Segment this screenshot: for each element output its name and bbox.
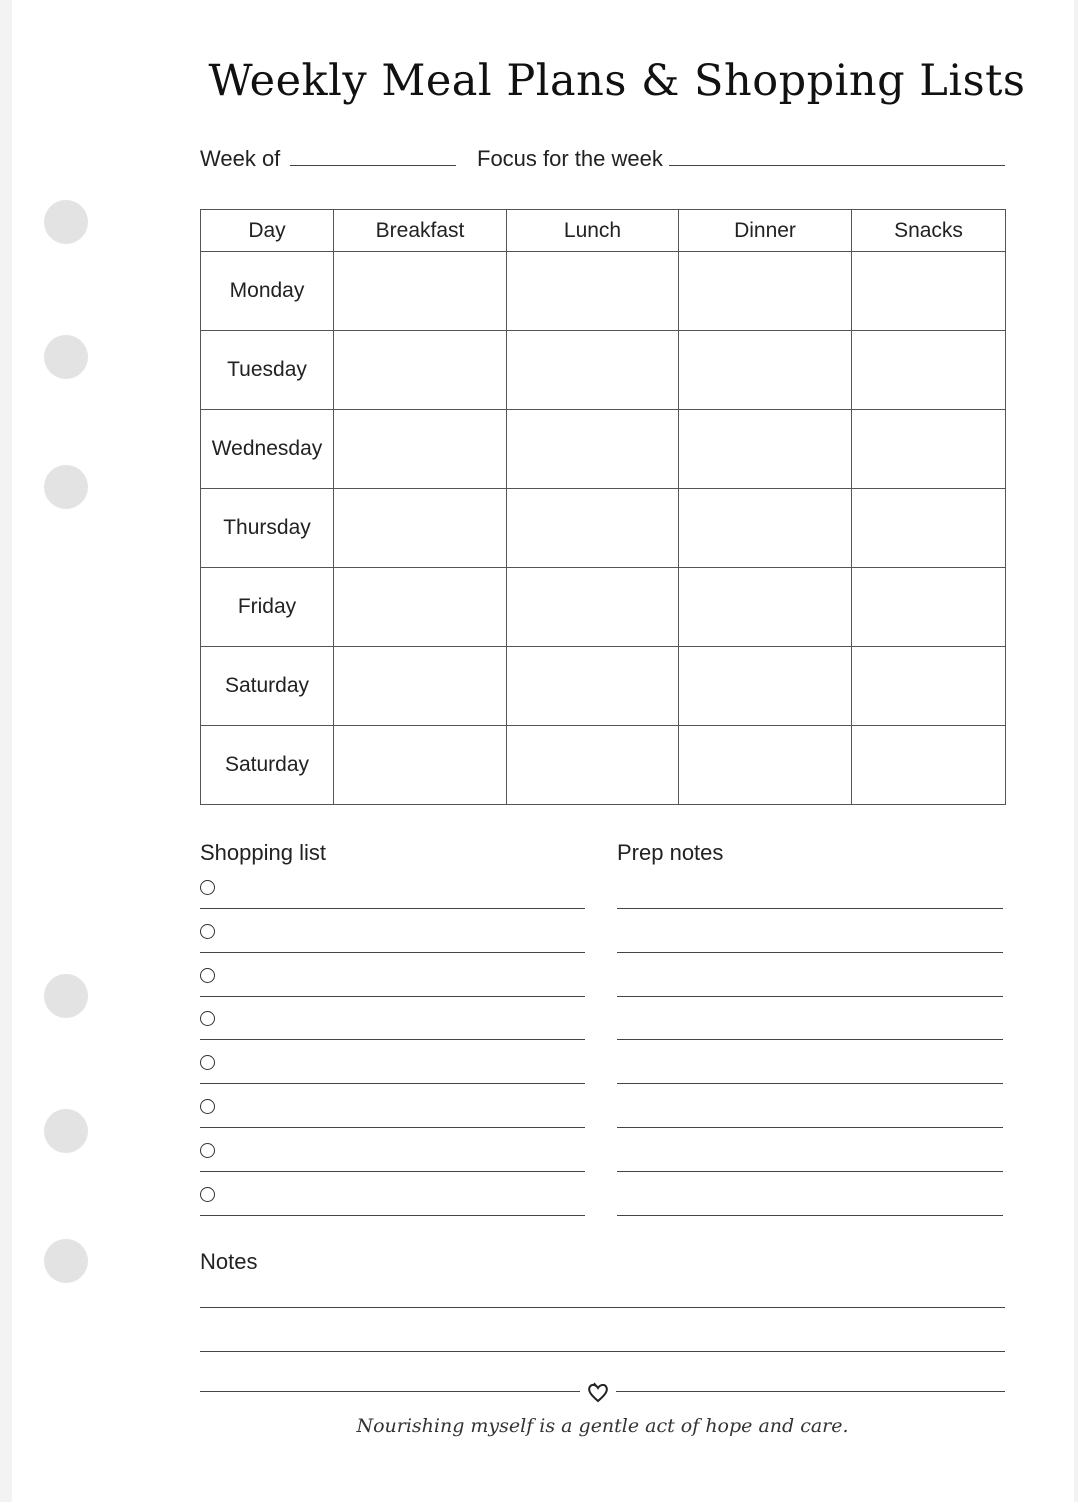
prep-note-line[interactable] — [617, 996, 1003, 997]
prep-note-line[interactable] — [617, 908, 1003, 909]
footer-divider — [616, 1391, 1005, 1392]
meal-cell-breakfast[interactable] — [334, 489, 507, 568]
shopping-checkbox[interactable] — [200, 1143, 215, 1158]
meal-cell-snacks[interactable] — [852, 726, 1006, 805]
table-row — [201, 252, 1006, 331]
meal-cell-lunch[interactable] — [507, 647, 679, 726]
meal-cell-breakfast[interactable] — [334, 410, 507, 489]
table-row — [201, 331, 1006, 410]
header-snacks: Snacks — [852, 210, 1006, 252]
focus-field[interactable] — [669, 165, 1005, 166]
prep-notes-label: Prep notes — [617, 840, 724, 865]
meal-cell-snacks[interactable] — [852, 410, 1006, 489]
meal-cell-dinner[interactable] — [679, 489, 852, 568]
shopping-checkbox[interactable] — [200, 1099, 215, 1114]
shopping-item-line[interactable] — [200, 1215, 585, 1216]
week-of-label: Week of — [200, 146, 281, 171]
binder-hole — [44, 974, 88, 1018]
prep-note-line[interactable] — [617, 1083, 1003, 1084]
meal-cell-snacks[interactable] — [852, 331, 1006, 410]
day-label: Monday — [201, 252, 334, 331]
meal-cell-breakfast[interactable] — [334, 252, 507, 331]
day-label: Tuesday — [201, 331, 334, 410]
meal-cell-dinner[interactable] — [679, 568, 852, 647]
meal-cell-lunch[interactable] — [507, 331, 679, 410]
prep-note-line[interactable] — [617, 1039, 1003, 1040]
page-title: Weekly Meal Plans & Shopping Lists — [208, 56, 1026, 106]
meal-cell-breakfast[interactable] — [334, 726, 507, 805]
meal-cell-lunch[interactable] — [507, 568, 679, 647]
day-label: Thursday — [201, 489, 334, 568]
shopping-item-line[interactable] — [200, 1171, 585, 1172]
table-row — [201, 568, 1006, 647]
binder-hole — [44, 465, 88, 509]
meal-cell-snacks[interactable] — [852, 489, 1006, 568]
binder-hole — [44, 1109, 88, 1153]
meal-cell-snacks[interactable] — [852, 252, 1006, 331]
table-row — [201, 410, 1006, 489]
day-label: Saturday — [201, 647, 334, 726]
meal-cell-dinner[interactable] — [679, 252, 852, 331]
prep-note-line[interactable] — [617, 1127, 1003, 1128]
shopping-item-line[interactable] — [200, 996, 585, 997]
day-label: Saturday — [201, 726, 334, 805]
prep-note-line[interactable] — [617, 1171, 1003, 1172]
meal-cell-dinner[interactable] — [679, 647, 852, 726]
shopping-item-line[interactable] — [200, 908, 585, 909]
header-day: Day — [201, 210, 334, 252]
prep-note-line[interactable] — [617, 1215, 1003, 1216]
meal-cell-snacks[interactable] — [852, 568, 1006, 647]
shopping-checkbox[interactable] — [200, 1187, 215, 1202]
meal-cell-breakfast[interactable] — [334, 331, 507, 410]
meal-cell-breakfast[interactable] — [334, 647, 507, 726]
notes-line[interactable] — [200, 1307, 1005, 1308]
shopping-item-line[interactable] — [200, 1083, 585, 1084]
day-label: Friday — [201, 568, 334, 647]
header-lunch: Lunch — [507, 210, 679, 252]
shopping-checkbox[interactable] — [200, 924, 215, 939]
shopping-item-line[interactable] — [200, 952, 585, 953]
binder-hole — [44, 335, 88, 379]
binder-hole — [44, 1239, 88, 1283]
table-row — [201, 647, 1006, 726]
binder-hole — [44, 200, 88, 244]
table-row — [201, 489, 1006, 568]
shopping-checkbox[interactable] — [200, 968, 215, 983]
meal-cell-dinner[interactable] — [679, 331, 852, 410]
table-header-row — [201, 210, 1006, 252]
meal-plan-table — [200, 209, 1006, 805]
meal-cell-lunch[interactable] — [507, 726, 679, 805]
shopping-item-line[interactable] — [200, 1039, 585, 1040]
shopping-checkbox[interactable] — [200, 880, 215, 895]
day-label: Wednesday — [201, 410, 334, 489]
week-of-field[interactable] — [290, 165, 456, 166]
shopping-item-line[interactable] — [200, 1127, 585, 1128]
notes-label: Notes — [200, 1249, 258, 1274]
footer-divider — [200, 1391, 580, 1392]
focus-label: Focus for the week — [477, 146, 663, 171]
shopping-list-label: Shopping list — [200, 840, 326, 865]
meal-cell-lunch[interactable] — [507, 489, 679, 568]
meal-cell-dinner[interactable] — [679, 726, 852, 805]
meal-cell-breakfast[interactable] — [334, 568, 507, 647]
header-breakfast: Breakfast — [334, 210, 507, 252]
meal-cell-dinner[interactable] — [679, 410, 852, 489]
header-dinner: Dinner — [679, 210, 852, 252]
table-row — [201, 726, 1006, 805]
meal-cell-snacks[interactable] — [852, 647, 1006, 726]
meal-cell-lunch[interactable] — [507, 410, 679, 489]
prep-note-line[interactable] — [617, 952, 1003, 953]
meal-cell-lunch[interactable] — [507, 252, 679, 331]
heart-icon — [585, 1379, 611, 1405]
footer-tagline: Nourishing myself is a gentle act of hope and care. — [356, 1415, 849, 1437]
notes-line[interactable] — [200, 1351, 1005, 1352]
